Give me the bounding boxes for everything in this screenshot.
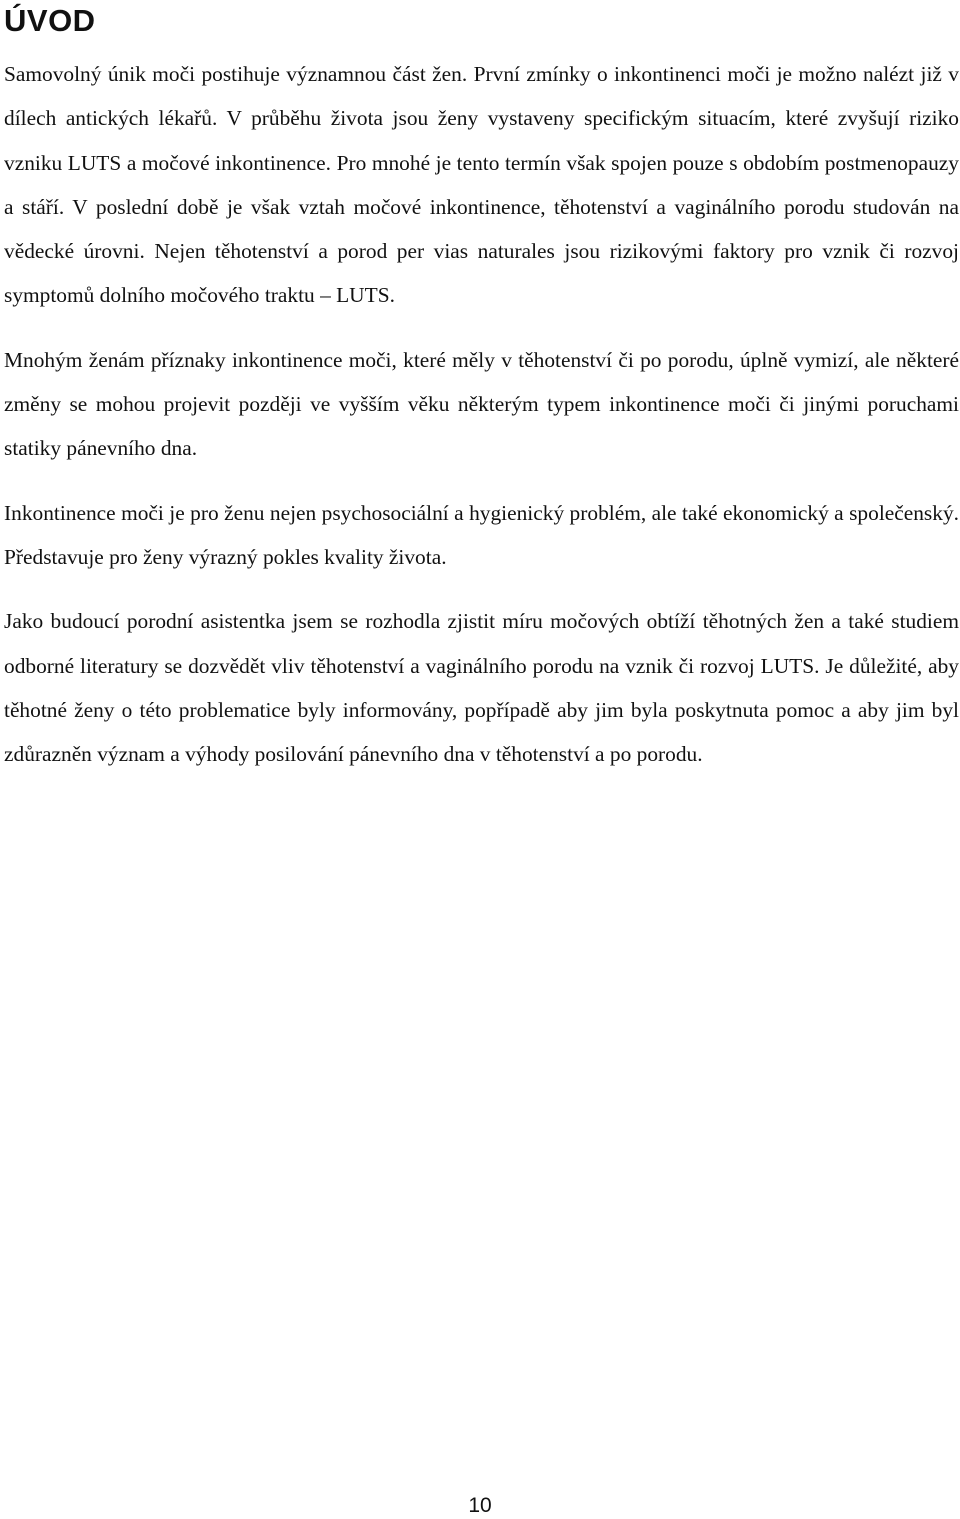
- body-text: [4, 52, 959, 776]
- page-number: 10: [468, 1494, 492, 1517]
- paragraph: Jako budoucí porodní asistentka jsem se rozhodla zjistit míru močových obtíží těhotných žen a také studiem odborné literatury se dozvědět vliv těhotenství a vaginálního porodu na vznik či rozvoj LUTS. Je důležité, aby těhotné ženy o této problematice byly informovány, popřípadě aby jim byla poskytnuta pomoc a aby jim byl zdůrazněn význam a výhody posilování pánevního dna v těhotenství a po porodu.: [4, 609, 959, 767]
- paragraph: Samovolný únik moči postihuje významnou část žen. První zmínky o inkontinenci moči je možno nalézt již v dílech antických lékařů. V průběhu života jsou ženy vystaveny specifickým situacím, které zvyšují riziko vzniku LUTS a močové inkontinence. Pro mnohé je tento termín však spojen pouze s obdobím postmenopauzy a stáří. V poslední době je však vztah močové inkontinence, těhotenství a vaginálního porodu studován na vědecké úrovni. Nejen těhotenství a porod per vias naturales jsou rizikovými faktory pro vznik či rozvoj symptomů dolního močového traktu – LUTS.: [4, 62, 959, 308]
- paragraph: Mnohým ženám příznaky inkontinence moči, které měly v těhotenství či po porodu, úplně vymizí, ale některé změny se mohou projevit později ve vyšším věku některým typem inkontinence moči či jinými poruchami statiky pánevního dna.: [4, 347, 959, 461]
- page-heading: ÚVOD: [4, 3, 96, 38]
- paragraph: Inkontinence moči je pro ženu nejen psychosociální a hygienický problém, ale také ekonomický a společenský. Představuje pro ženy výrazný pokles kvality života.: [4, 500, 959, 569]
